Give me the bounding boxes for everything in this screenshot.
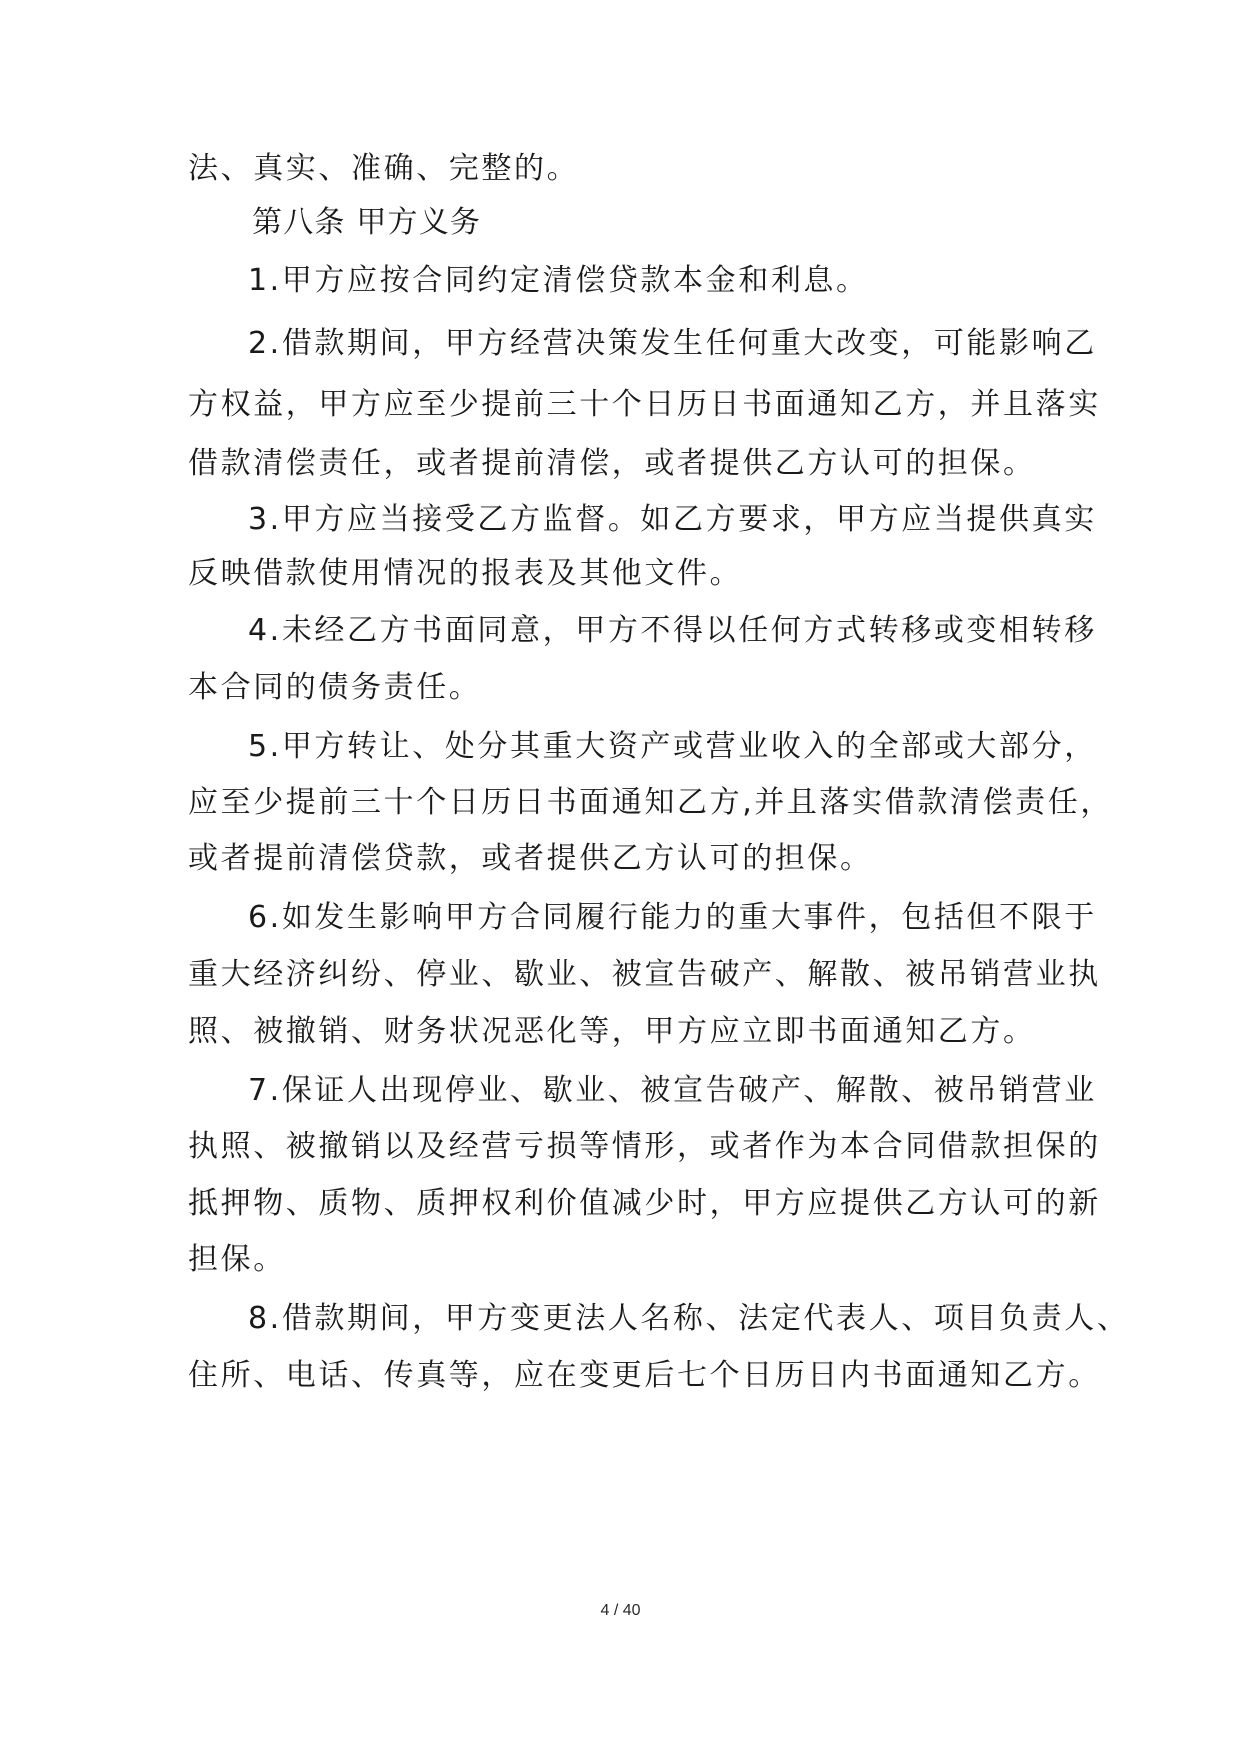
body-text-line: 担保。	[188, 1242, 286, 1277]
clause-5: 5.甲方转让、处分其重大资产或营业收入的全部或大部分，	[248, 729, 1097, 764]
clause-1: 1.甲方应按合同约定清偿贷款本金和利息。	[248, 263, 869, 298]
body-text-line: 方权益，甲方应至少提前三十个日历日书面通知乙方，并且落实	[188, 387, 1101, 422]
body-text-line: 反映借款使用情况的报表及其他文件。	[188, 556, 743, 591]
body-text-line: 法、真实、准确、完整的。	[188, 151, 580, 186]
body-text-line: 应至少提前三十个日历日书面通知乙方,并且落实借款清偿责任，	[188, 785, 1113, 820]
page-number: 4 / 40	[600, 1602, 641, 1619]
body-text-line: 住所、电话、传真等，应在变更后七个日历日内书面通知乙方。	[188, 1358, 1101, 1393]
clause-2: 2.借款期间，甲方经营决策发生任何重大改变，可能影响乙	[248, 326, 1097, 361]
section-heading: 第八条 甲方义务	[252, 205, 482, 240]
body-text-line: 抵押物、质物、质押权利价值减少时，甲方应提供乙方认可的新	[188, 1186, 1101, 1221]
body-text-line: 或者提前清偿贷款，或者提供乙方认可的担保。	[188, 841, 873, 876]
body-text-line: 本合同的债务责任。	[188, 670, 482, 705]
body-text-line: 照、被撤销、财务状况恶化等，甲方应立即书面通知乙方。	[188, 1014, 1036, 1049]
body-text-line: 借款清偿责任，或者提前清偿，或者提供乙方认可的担保。	[188, 446, 1036, 481]
body-text-line: 重大经济纠纷、停业、歇业、被宣告破产、解散、被吊销营业执	[188, 957, 1101, 992]
clause-6: 6.如发生影响甲方合同履行能力的重大事件，包括但不限于	[248, 900, 1097, 935]
clause-4: 4.未经乙方书面同意，甲方不得以任何方式转移或变相转移	[248, 613, 1097, 648]
clause-7: 7.保证人出现停业、歇业、被宣告破产、解散、被吊销营业	[248, 1073, 1097, 1108]
clause-8: 8.借款期间，甲方变更法人名称、法定代表人、项目负责人、	[248, 1301, 1130, 1336]
clause-3: 3.甲方应当接受乙方监督。如乙方要求，甲方应当提供真实	[248, 502, 1097, 537]
body-text-line: 执照、被撤销以及经营亏损等情形，或者作为本合同借款担保的	[188, 1129, 1101, 1164]
